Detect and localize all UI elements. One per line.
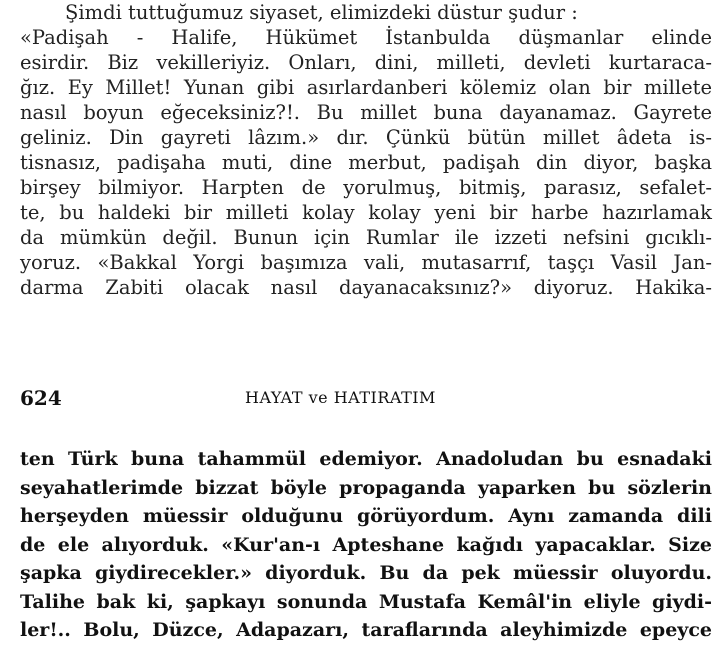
running-title: HAYAT ve HATIRATIM	[245, 388, 436, 407]
lower-paragraph	[20, 445, 712, 645]
page-header	[20, 384, 712, 418]
text-line: birşey bilmiyor. Harpten de yorulmuş, bitmiş, parasız, sefalet-	[20, 176, 712, 199]
upper-paragraph	[20, 0, 712, 300]
text-line: Talihe bak ki, şapkayı sonunda Mustafa Kemâl'in eliyle giydi-	[20, 590, 712, 613]
text-line: da mümkün değil. Bunun için Rumlar ile izzeti nefsini gıcıklı-	[20, 226, 712, 249]
text-line: şapka giydirecekler.» diyorduk. Bu da pek müessir oluyordu.	[20, 562, 712, 584]
text-line: de ele alıyorduk. «Kur'an-ı Apteshane kağıdı yapacaklar. Size	[20, 533, 712, 556]
text-line: esirdir. Biz vekilleriyiz. Onları, dini, milleti, devleti kurtaraca-	[20, 51, 712, 74]
text-line: geliniz. Din gayreti lâzım.» dır. Çünkü bütün millet âdeta is-	[20, 126, 712, 149]
text-line: darma Zabiti olacak nasıl dayanacaksınız?» diyoruz. Hakika-	[20, 276, 712, 299]
text-line: herşeyden müessir olduğunu görüyordum. Aynı zamanda dili	[20, 505, 712, 527]
text-line: yoruz. «Bakkal Yorgi başımıza vali, mutasarrıf, taşçı Vasil Jan-	[20, 251, 712, 274]
text-line: ten Türk buna tahammül edemiyor. Anadoludan bu esnadaki	[20, 448, 712, 470]
text-line: «Padişah - Halife, Hükümet İstanbulda düşmanlar elinde	[20, 26, 712, 49]
text-line: nasıl boyun eğeceksiniz?!. Bu millet buna dayanamaz. Gayrete	[20, 101, 712, 124]
text-line: te, bu haldeki bir milleti kolay kolay yeni bir harbe hazırlamak	[20, 201, 712, 224]
text-line: seyahatlerimde bizzat böyle propaganda yaparken bu sözlerin	[20, 476, 712, 499]
text-line: ğız. Ey Millet! Yunan gibi asırlardanberi kölemiz olan bir millete	[20, 76, 712, 99]
text-line: tisnasız, padişaha muti, dine merbut, padişah din diyor, başka	[20, 151, 712, 174]
text-line: ler!.. Bolu, Düzce, Adapazarı, taraflarında aleyhimizde epeyce	[20, 619, 712, 641]
page-number: 624	[20, 386, 62, 410]
text-line: Şimdi tuttuğumuz siyaset, elimizdeki düstur şudur :	[65, 1, 578, 24]
